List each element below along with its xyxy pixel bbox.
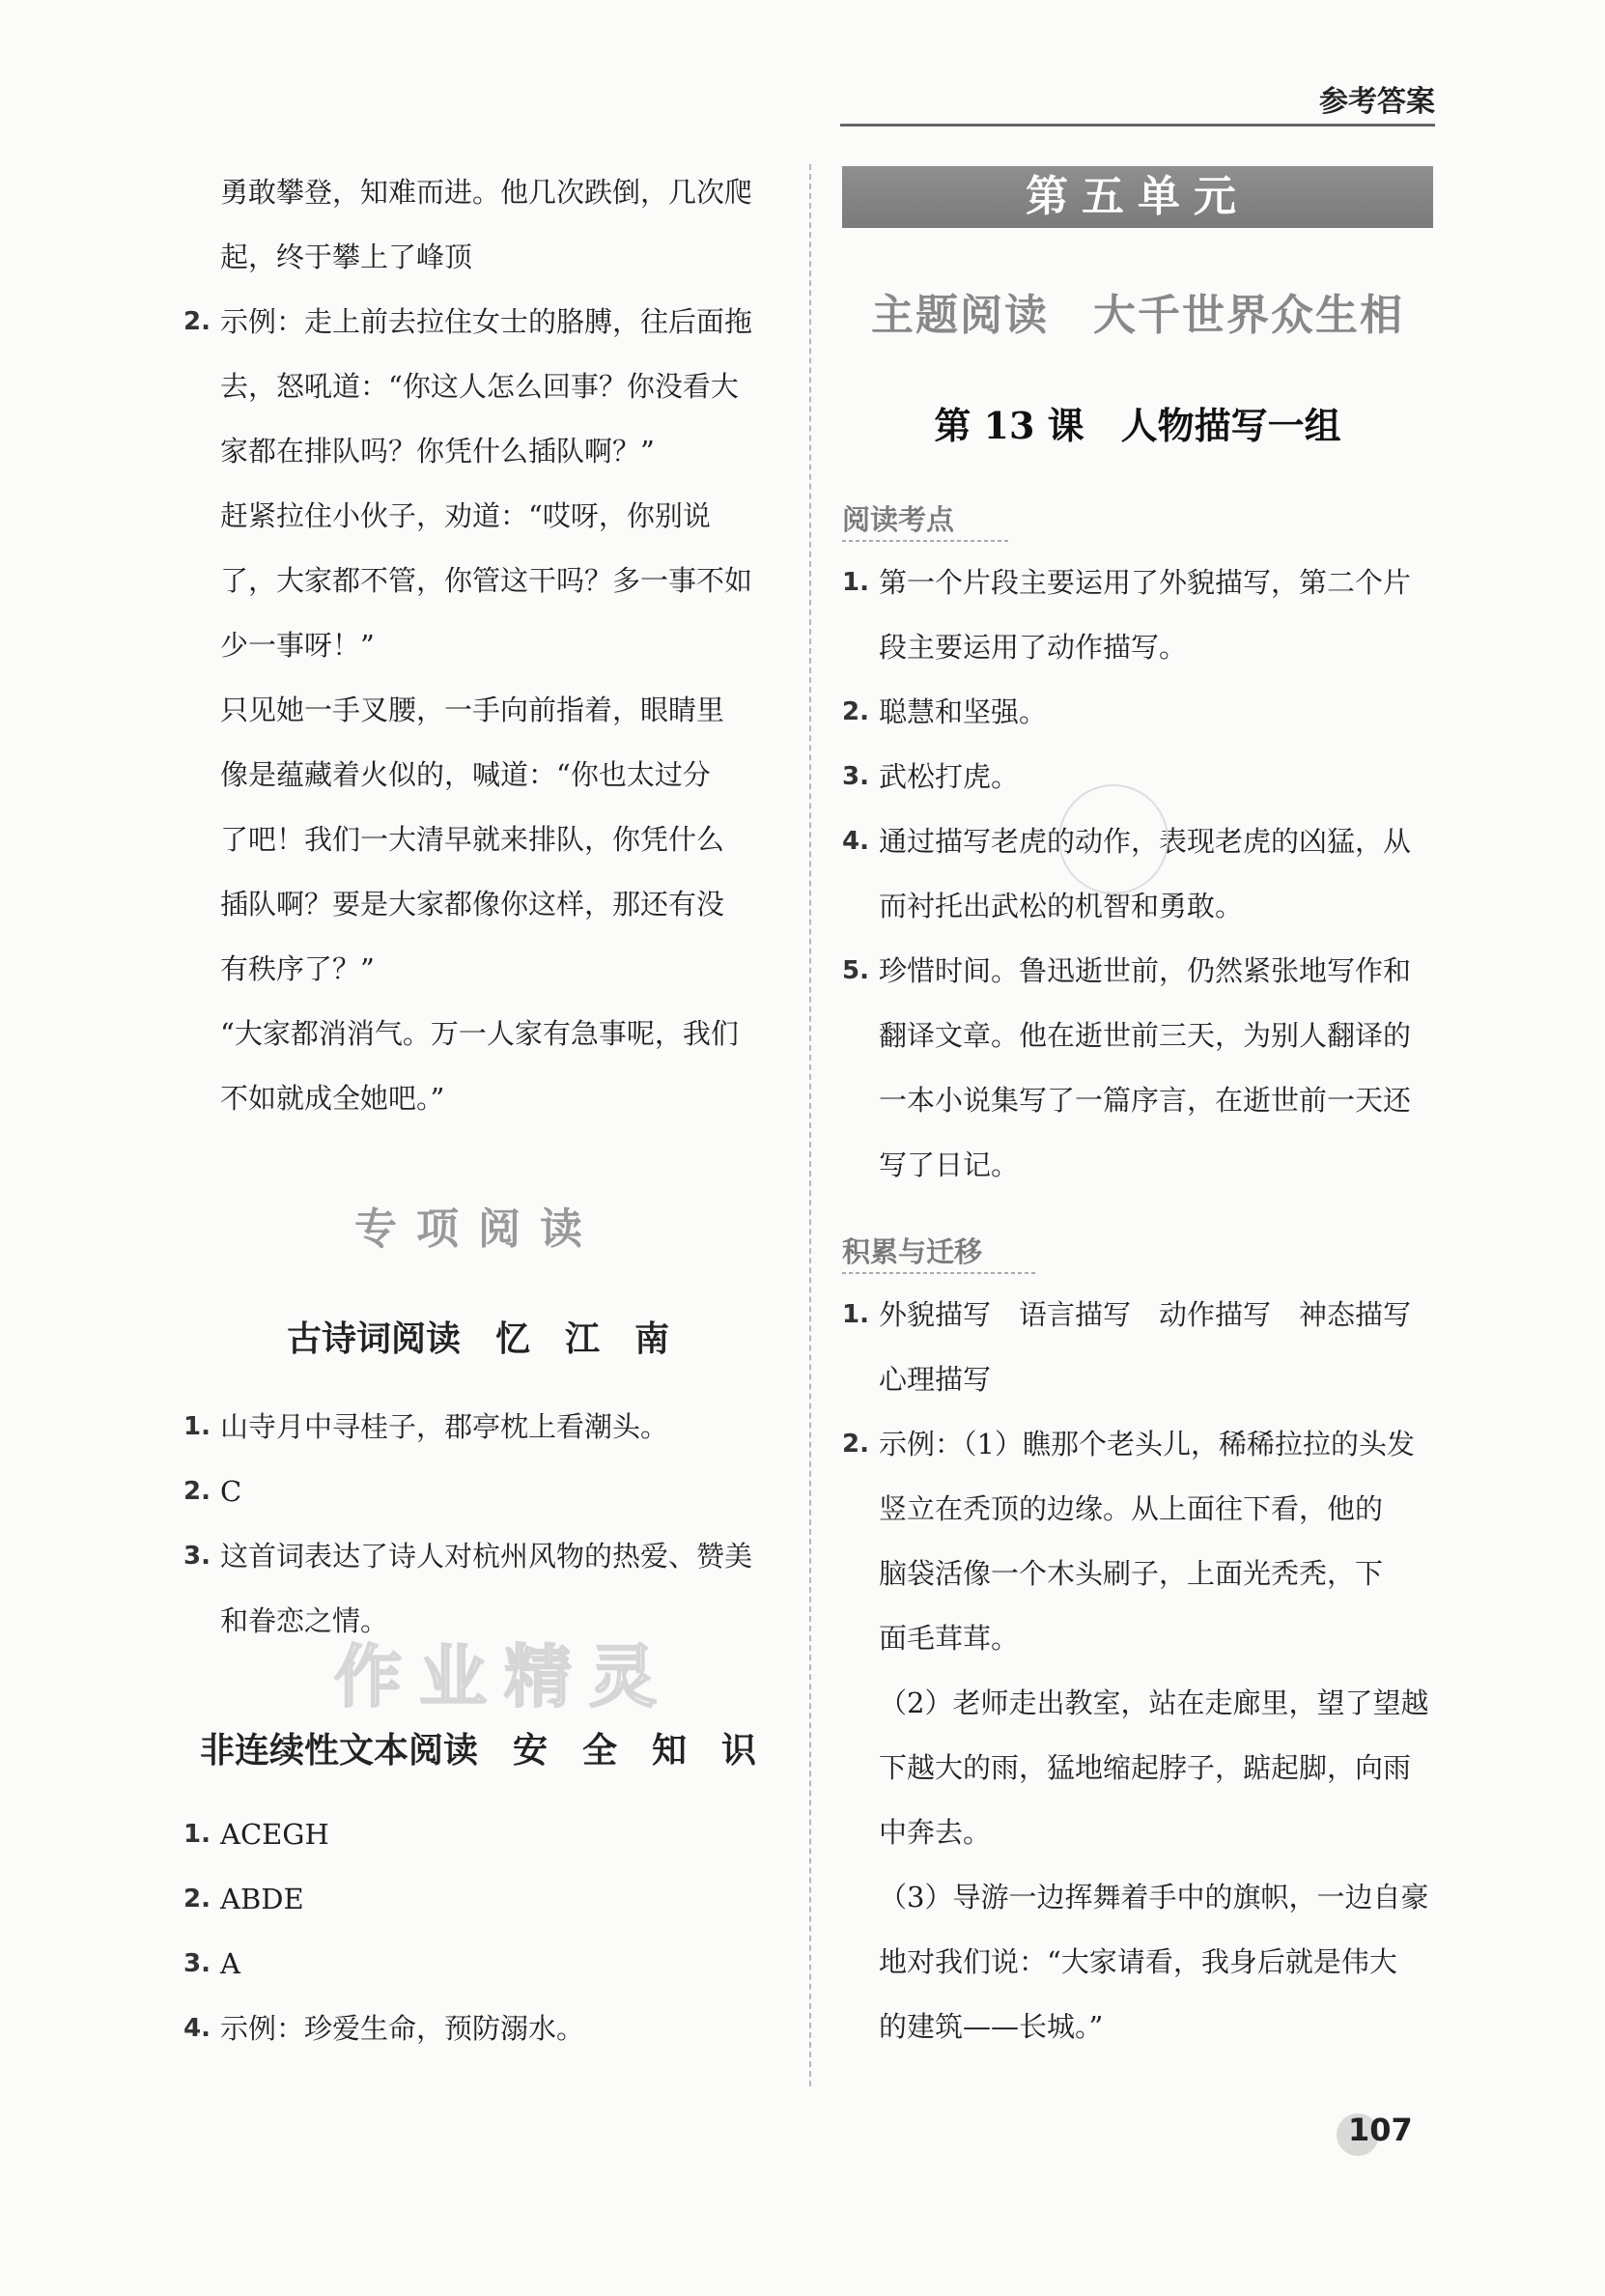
answer-line: 示例：走上前去拉住女士的胳膊，往后面拖 [220,305,753,338]
answer-line: 珍惜时间。鲁迅逝世前，仍然紧张地写作和 [879,954,1412,987]
answer-paragraph [183,484,773,678]
item-number: 4. [842,827,869,856]
column-divider [809,164,811,2086]
answer-line: 一本小说集写了一篇序言，在逝世前一天还 [879,1084,1412,1117]
answer-line: 脑袋活像一个木头刷子，上面光秃秃，下 [879,1557,1384,1590]
answer-line: 插队啊？要是大家都像你这样，那还有没 [220,888,725,921]
answer-line: 外貌描写 语言描写 动作描写 神态描写 [879,1298,1412,1331]
answer-item [183,1867,773,1932]
answer-line: 示例：珍爱生命，预防溺水。 [220,2012,585,2045]
answer-line: 下越大的雨，猛地缩起脖子，踮起脚，向雨 [879,1751,1412,1784]
answer-line: 武松打虎。 [879,760,1020,793]
watermark-text: 作业精灵 [334,1637,674,1716]
noncontinuous-answers [183,1802,773,2061]
page-number-text: 107 [1348,2112,1413,2148]
item-number: 2. [183,307,211,336]
item-number: 3. [183,1949,211,1978]
answer-line: C [220,1475,242,1508]
theme-reading-title: 主题阅读 大千世界众生相 [871,291,1404,340]
page-number [1333,2112,1413,2148]
answer-item [183,1932,773,1997]
answer-subitem [842,1865,1433,2059]
answer-line: 山寺月中寻桂子，郡亭枕上看潮头。 [220,1410,669,1443]
answer-item [842,1283,1433,1412]
answer-line: （2）老师走出教室，站在走廊里，望了望越 [879,1687,1429,1719]
item-number: 1. [183,1412,211,1441]
answer-line: 竖立在秃顶的边缘。从上面往下看，他的 [879,1492,1384,1525]
answer-line: 了，大家都不管，你管这干吗？多一事不如 [220,564,753,597]
answer-line: 有秩序了？” [220,952,375,985]
noncontinuous-reading-title: 非连续性文本阅读 安 全 知 识 [199,1730,756,1771]
answer-line: ABDE [220,1883,304,1915]
answer-line: （3）导游一边挥舞着手中的旗帜，一边自豪 [879,1881,1429,1913]
answer-item [842,939,1433,1198]
left-answer-block [183,160,773,1131]
item-number: 1. [842,1300,869,1329]
answer-line: 少一事呀！” [220,629,375,662]
answer-paragraph [183,678,773,1002]
unit-banner: 第五单元 [842,166,1433,228]
item-number: 3. [842,762,869,791]
answer-paragraph [183,1002,773,1131]
answer-item-2 [183,290,773,484]
answer-item [183,1395,773,1460]
answer-line: 第一个片段主要运用了外貌描写，第二个片 [879,566,1412,599]
answer-line: 了吧！我们一大清早就来排队，你凭什么 [220,823,725,856]
answer-item [183,1460,773,1524]
item-number: 1. [183,1820,211,1849]
answer-line: 示例：（1）瞧那个老头儿，稀稀拉拉的头发 [879,1428,1415,1460]
section-tag-accumulation: 积累与迁移 [842,1231,998,1270]
answer-line: 段主要运用了动作描写。 [879,631,1188,664]
answer-line: 的建筑——长城。” [879,2010,1104,2043]
stamp-mark [1058,784,1169,894]
item-number: 2. [183,1885,211,1913]
answer-line: 中奔去。 [879,1816,992,1849]
item-number: 1. [842,568,869,597]
poem-reading-title: 古诗词阅读 忆 江 南 [286,1318,669,1359]
accumulation-answers [842,1283,1433,2059]
answer-item [183,1997,773,2061]
item-number: 2. [183,1477,211,1506]
answer-line: 赶紧拉住小伙子，劝道：“哎呀，你别说 [220,499,711,532]
answer-item [842,1412,1433,1671]
answer-line: 这首词表达了诗人对杭州风物的热爱、赞美 [220,1540,753,1573]
answer-line: 像是蕴藏着火似的，喊道：“你也太过分 [220,758,711,791]
item-number: 2. [842,697,869,726]
answer-line: 家都在排队吗？你凭什么插队啊？” [220,435,655,468]
answer-item [842,680,1433,745]
answer-line: 只见她一手叉腰，一手向前指着，眼睛里 [220,694,725,726]
answer-line: 而衬托出武松的机智和勇敢。 [879,890,1244,922]
answer-line: 写了日记。 [879,1148,1020,1181]
answer-line: 和眷恋之情。 [220,1604,389,1637]
continued-line: 勇敢攀登，知难而进。他几次跌倒，几次爬 [220,176,753,209]
section-tag-reading-points: 阅读考点 [842,498,970,538]
item-number: 3. [183,1542,211,1571]
special-reading-title: 专项阅读 [354,1205,602,1254]
item-number: 5. [842,956,869,985]
answer-line: A [220,1947,240,1980]
answer-line: 地对我们说：“大家请看，我身后就是伟大 [879,1945,1397,1978]
answer-line: “大家都消消气。万一人家有急事呢，我们 [220,1017,739,1050]
continued-line: 起，终于攀上了峰顶 [220,241,473,273]
header-label: 参考答案 [1319,85,1435,119]
answer-item [183,1802,773,1867]
answer-line: 去，怒吼道：“你这人怎么回事？你没看大 [220,370,739,403]
answer-item [842,551,1433,680]
answer-line: 面毛茸茸。 [879,1622,1020,1655]
answer-line: 心理描写 [879,1363,992,1396]
header-rule [840,124,1435,127]
poem-answers [183,1395,773,1654]
answer-line: 聪慧和坚强。 [879,695,1048,728]
answer-line: 翻译文章。他在逝世前三天，为别人翻译的 [879,1019,1412,1052]
answer-line: 不如就成全她吧。” [220,1082,445,1115]
item-number: 4. [183,2014,211,2043]
answer-subitem [842,1671,1433,1865]
answer-line: ACEGH [220,1818,329,1851]
answer-line: 通过描写老虎的动作，表现老虎的凶猛，从 [879,825,1412,858]
item-number: 2. [842,1430,869,1459]
lesson-title: 第 13 课 人物描写一组 [934,404,1341,447]
